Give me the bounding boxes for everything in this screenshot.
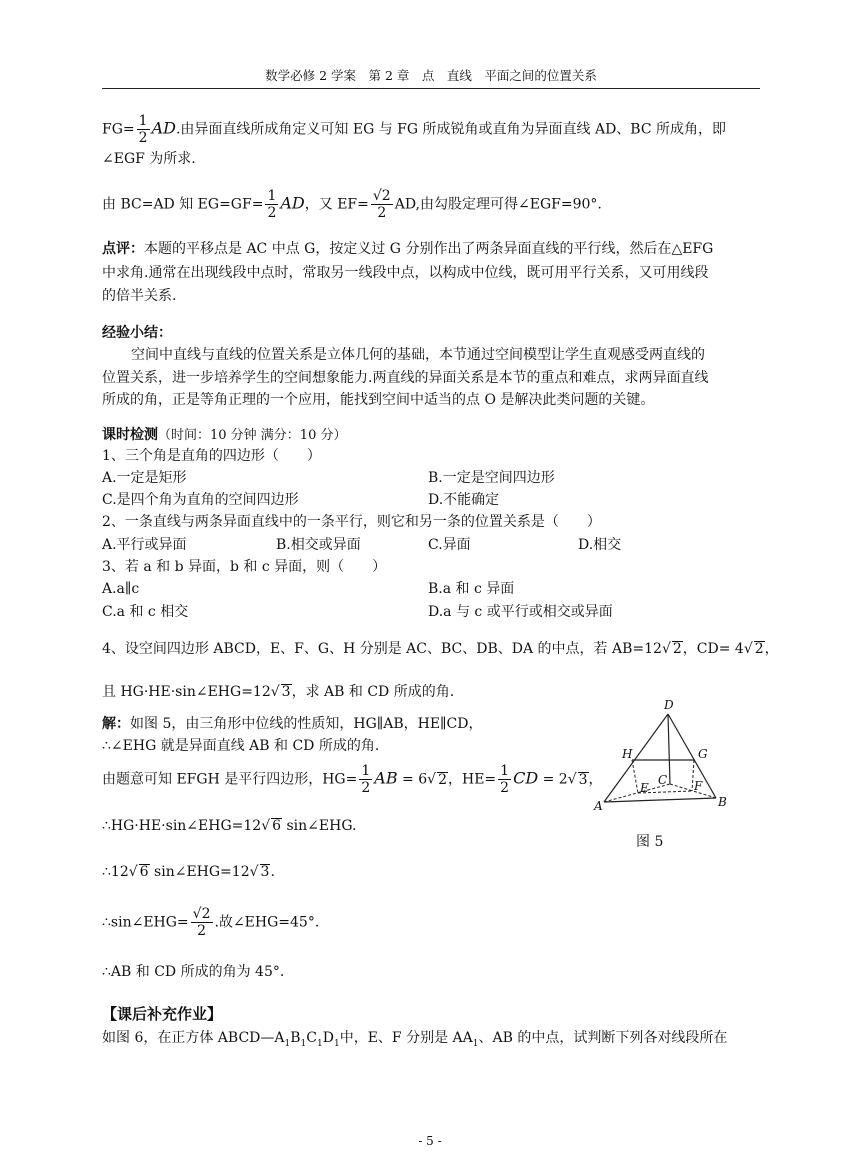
q1-option-d: D.不能确定 — [428, 492, 500, 508]
segment-he — [632, 760, 638, 793]
label-a: A — [594, 799, 603, 813]
edge-dc — [668, 714, 670, 784]
q3-option-d: D.a 与 c 或平行或相交或异面 — [428, 604, 613, 620]
q3-option-b: B.a 和 c 异面 — [428, 581, 515, 597]
summary-title: 经验小结： — [102, 325, 172, 341]
q3: 3、若 a 和 b 异面，b 和 c 异面，则（ ） — [102, 559, 387, 575]
label-c: C — [658, 773, 668, 787]
summary-line2: 位置关系，进一步培养学生的空间想象能力.两直线的异面关系是本节的重点和难点，求两异面直线 — [102, 370, 709, 386]
q3-option-c: C.a 和 c 相交 — [102, 604, 189, 620]
q2-option-d: D.相交 — [578, 537, 622, 553]
homework-line1: 如图 6，在正方体 $ABCD—A_1B_1C_1D_1$中，E、F 分别是 $AA_1$、AB 的中点，试判断下列各对线段所在 — [102, 1030, 728, 1049]
label-d: D — [664, 698, 674, 712]
summary-line3: 所成的角，正是等角正理的一个应用，能找到空间中适当的点 O 是解决此类问题的关键。 — [102, 392, 655, 408]
para-bc-ad: 由 BC=AD 知 EG=GF= $\frac{1}{2}$ AD，又 EF= $\frac{√2}{2}$ AD,由勾股定理可得∠EGF=90°. — [102, 188, 602, 221]
summary-line1: 空间中直线与直线的位置关系是立体几何的基础，本节通过空间模型让学生直观感受两直线的 — [131, 347, 705, 363]
para-fg-line2: ∠EGF 为所求. — [102, 151, 196, 167]
solution-line3: 由题意可知 EFGH 是平行四边形，HG= $\frac{1}{2}$ AB = 6√ 2，HE= $\frac{1}{2}$ CD = 2√ 3， — [102, 763, 603, 796]
q2-option-b: B.相交或异面 — [276, 537, 361, 553]
page-number: - 5 - — [418, 1134, 442, 1148]
label-f: F — [694, 779, 703, 793]
q1: 1、三个角是直角的四边形（ ） — [102, 448, 321, 464]
fraction: $\frac{1}{2}$ — [138, 113, 148, 146]
solution-line2: ∴∠EHG 就是异面直线 AB 和 CD 所成的角. — [102, 738, 380, 754]
solution-line6: ∴sin∠EHG= $\frac{√2}{2}$ .故∠EHG=45°. — [102, 906, 320, 939]
solution-line5: ∴12√ 6 sin∠EHG=12√ 3. — [102, 864, 275, 880]
figure-5-tetrahedron — [592, 698, 732, 818]
figure-5-caption: 图 5 — [636, 834, 664, 850]
label-e: E — [640, 781, 649, 795]
q1-option-c: C.是四个角为直角的空间四边形 — [102, 492, 299, 508]
q4-line2: 且 HG·HE·sin∠EHG=12√ 3，求 AB 和 CD 所成的角. — [102, 684, 455, 700]
homework-title: 【课后补充作业】 — [102, 1005, 223, 1023]
comment-line1: 点评：本题的平移点是 AC 中点 G，按定义过 G 分别作出了两条异面直线的平行线，然后在△EFG — [102, 241, 714, 257]
label-g: G — [698, 747, 708, 761]
q4-line1: 4、设空间四边形 ABCD，E、F、G、H 分别是 AC、BC、DB、DA 的中点，若 AB=12√ 2，CD= 4√ 2， — [102, 641, 779, 657]
label-b: B — [718, 795, 727, 809]
q1-option-b: B.一定是空间四边形 — [428, 470, 555, 486]
q3-option-a: A.a∥c — [102, 581, 140, 597]
test-title: 课时检测（时间：10 分钟 满分：10 分） — [102, 427, 347, 443]
solution-line7: ∴AB 和 CD 所成的角为 45°. — [102, 964, 285, 980]
para-fg-line1: FG= $\frac{1}{2}$ AD.由异面直线所成角定义可知 EG 与 FG 所成锐角或直角为异面直线 AD、BC 所成角，即 — [102, 113, 726, 146]
solution-line4: ∴HG·HE·sin∠EHG=12√ 6 sin∠EHG. — [102, 818, 357, 834]
q2-option-a: A.平行或异面 — [102, 537, 187, 553]
comment-line2: 中求角.通常在出现线段中点时，常取另一线段中点，以构成中位线，既可用平行关系，又可用线段 — [102, 265, 709, 281]
q1-option-a: A.一定是矩形 — [102, 470, 187, 486]
solution-line1: 解：如图 5，由三角形中位线的性质知，HG∥AB，HE∥CD， — [102, 716, 483, 732]
comment-line3: 的倍半关系. — [102, 288, 177, 304]
edge-da — [604, 714, 668, 802]
label-h: H — [622, 747, 633, 761]
edge-ab — [604, 798, 716, 802]
q2: 2、一条直线与两条异面直线中的一条平行，则它和另一条的位置关系是（ ） — [102, 514, 601, 530]
page-header: 数学必修 2 学案 第 2 章 点 直线 平面之间的位置关系 — [102, 66, 760, 89]
q2-option-c: C.异面 — [428, 537, 471, 553]
